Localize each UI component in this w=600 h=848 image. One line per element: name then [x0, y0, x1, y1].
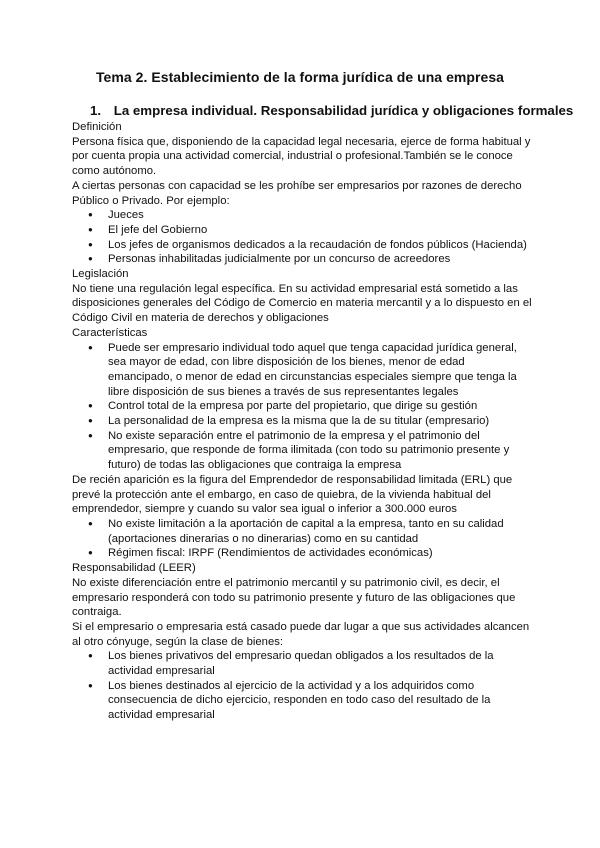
paragraph: Si el empresario o empresaria está casado puede dar lugar a que sus actividades alcancen al otro cónyuge, según la clase de bienes:	[72, 620, 530, 648]
list-item: ● No existe separación entre el patrimonio de la empresa y el patrimonio del empresario, que responde de forma ilimitada (con todo su patrimonio presente y futuro) de todas las obligaciones que contraiga la empresa	[72, 429, 532, 473]
bullet-list	[72, 208, 532, 267]
list-item: ● No existe limitación a la aportación de capital a la empresa, tanto en su calidad (aportaciones dinerarias o no dinerarias) como en su cantidad	[72, 517, 532, 546]
bullet-list	[72, 517, 532, 561]
list-item: ● El jefe del Gobierno	[72, 223, 532, 238]
document-body	[72, 120, 532, 723]
bullet-list	[72, 341, 532, 473]
list-item: ● Jueces	[72, 208, 532, 223]
list-item: ● Control total de la empresa por parte del propietario, que dirige su gestión	[72, 399, 532, 414]
paragraph: No existe diferenciación entre el patrimonio mercantil y su patrimonio civil, es decir, el empresario responderá con todo su patrimonio presente y futuro de las obligaciones que contraiga.	[72, 576, 516, 619]
paragraph: Persona física que, disponiendo de la capacidad legal necesaria, ejerce de forma habitual y por cuenta propia una actividad comercial, industrial o profesional.También se le conoce como autónomo.	[72, 135, 531, 178]
paragraph: De recién aparición es la figura del Emprendedor de responsabilidad limitada (ERL) que prevé la protección ante el embargo, en caso de quiebra, de la vivienda habitual del emprendedor, siempre y cuando su valor sea igual o inferior a 300.000 euros	[72, 473, 513, 516]
section-heading-text: La empresa individual. Responsabilidad jurídica y obligaciones formales	[113, 103, 574, 118]
list-item: ● Los bienes destinados al ejercicio de la actividad y a los adquiridos como consecuencia de dicho ejercicio, responden en todo caso del resultado de la actividad empresarial	[72, 679, 532, 723]
label-caracteristicas: Características	[72, 326, 148, 339]
list-item: ● Los bienes privativos del empresario quedan obligados a los resultados de la actividad empresarial	[72, 649, 532, 678]
list-item: ● Régimen fiscal: IRPF (Rendimientos de actividades económicas)	[72, 546, 532, 561]
list-item: ● Puede ser empresario individual todo aquel que tenga capacidad jurídica general, sea mayor de edad, con libre disposición de los bienes, menor de edad emancipado, o menor de edad en circunstancias especiales siempre que tenga la libre disposición de sus bienes a través de sus representantes legales	[72, 341, 532, 400]
bullet-list	[72, 649, 532, 723]
list-item: ● Personas inhabilitadas judicialmente por un concurso de acreedores	[72, 252, 532, 267]
label-legislacion: Legislación	[72, 268, 129, 281]
section-number: 1.	[90, 103, 102, 118]
paragraph: No tiene una regulación legal específica. En su actividad empresarial está sometido a las disposiciones generales del Código de Comercio en materia mercantil y a lo dispuesto en el Código Civil en materia de derechos y obligaciones	[72, 282, 532, 325]
list-item: ● La personalidad de la empresa es la misma que la de su titular (empresario)	[72, 414, 532, 429]
section-heading	[90, 103, 573, 118]
page-title: Tema 2. Establecimiento de la forma jurídica de una empresa	[95, 69, 505, 85]
list-item: ● Los jefes de organismos dedicados a la recaudación de fondos públicos (Hacienda)	[72, 238, 532, 253]
label-definicion: Definición	[72, 121, 122, 133]
paragraph: A ciertas personas con capacidad se les prohíbe ser empresarios por razones de derecho Público o Privado. Por ejemplo:	[72, 179, 522, 207]
label-responsabilidad: Responsabilidad (LEER)	[72, 562, 196, 575]
